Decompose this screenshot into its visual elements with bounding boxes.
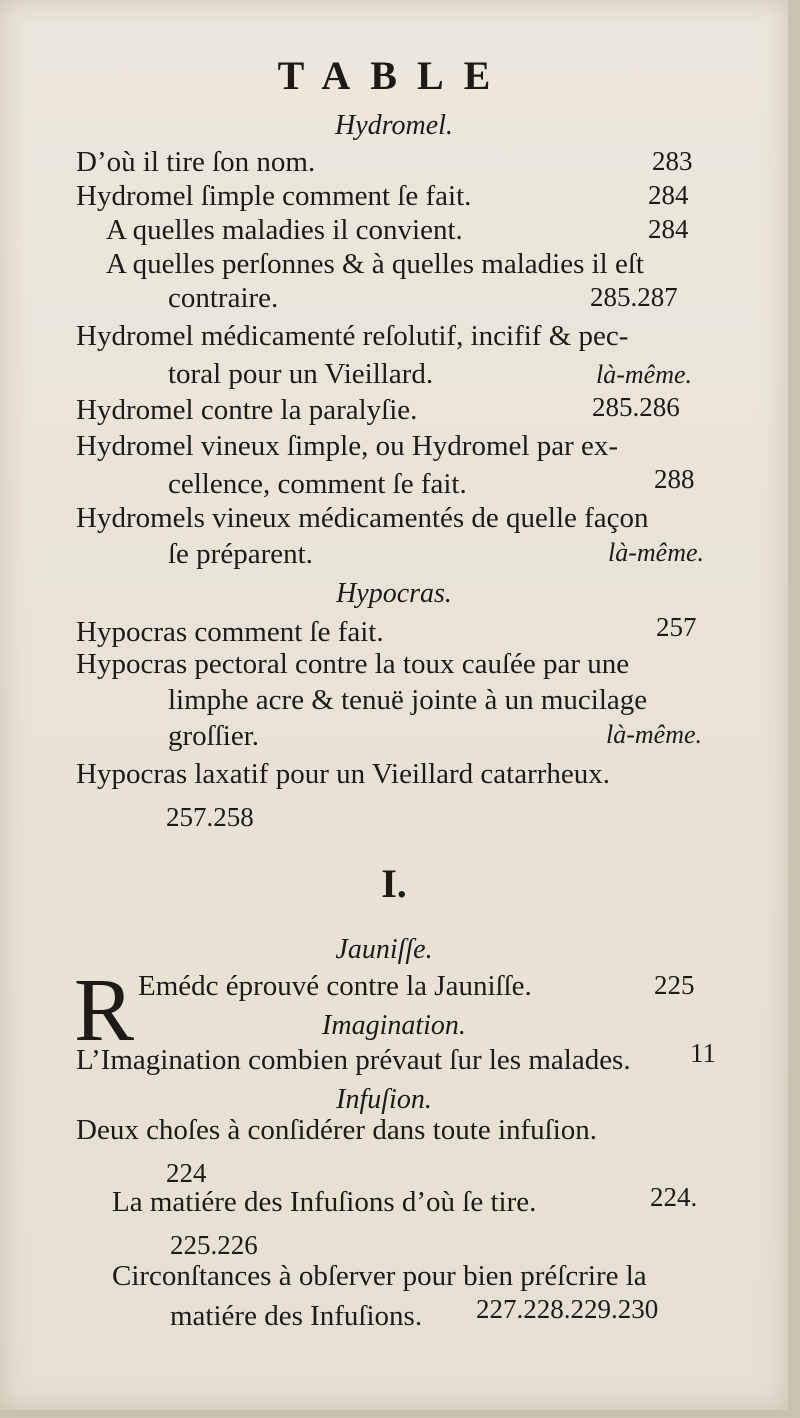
entry-text-continued: matiére des Infuſions. <box>170 1300 423 1332</box>
section-heading-hypocras: Hypocras. <box>336 578 452 609</box>
entry-ref: 257.258 <box>166 802 254 832</box>
entry-text: Emédc éprouvé contre la Jauniſſe. <box>138 970 532 1002</box>
entry-text: Hydromel contre la paralyſie. <box>76 394 418 426</box>
entry-ref: 225.226 <box>170 1230 258 1260</box>
drop-cap: R <box>74 961 135 1060</box>
section-heading-hydromel: Hydromel. <box>335 110 453 141</box>
entry-ref: 283 <box>652 146 693 176</box>
letter-heading: I. <box>381 861 407 906</box>
entry-text: Hydromels vineux médicamentés de quelle façon <box>76 502 649 534</box>
entry-text: A quelles perſonnes & à quelles maladies il eſt <box>106 248 644 280</box>
entry-text: D’où il tire ſon nom. <box>76 146 316 178</box>
entry-text-continued: ſe préparent. <box>168 538 313 570</box>
entry-ref: 224. <box>650 1182 698 1212</box>
section-heading-jaunisse: Jauniſſe. <box>335 934 433 965</box>
entry-text: Deux choſes à conſidérer dans toute infuſion. <box>76 1114 598 1146</box>
entry-text: Hydromel vineux ſimple, ou Hydromel par ex- <box>76 430 619 462</box>
page-title: TABLE <box>277 53 511 98</box>
entry-ref: là-même. <box>606 720 703 749</box>
entry-text: Hydromel médicamenté reſolutif, incifif & pec- <box>76 320 629 352</box>
entry-ref: 224 <box>166 1158 207 1188</box>
entry-ref: là-même. <box>608 538 705 567</box>
entry-text-continued: limphe acre & tenuë jointe à un mucilage <box>168 684 648 716</box>
entry-ref: là-même. <box>596 360 693 389</box>
entry-ref: 227.228.229.230 <box>476 1294 659 1324</box>
entry-text: Hypocras laxatif pour un Vieillard catarrheux. <box>76 758 611 790</box>
entry-text-continued: toral pour un Vieillard. <box>168 358 434 390</box>
entry-ref: 284 <box>648 180 689 210</box>
entry-ref: 288 <box>654 464 695 494</box>
entry-text: L’Imagination combien prévaut ſur les malades. <box>76 1044 631 1076</box>
entry-ref: 285.287 <box>590 282 678 312</box>
entry-ref: 11 <box>690 1038 716 1068</box>
entry-ref: 257 <box>656 612 697 642</box>
entry-text: Hypocras pectoral contre la toux cauſée par une <box>76 648 630 680</box>
entry-text: Hypocras comment ſe fait. <box>76 616 384 648</box>
entry-ref: 284 <box>648 214 689 244</box>
entry-ref: 225 <box>654 970 695 1000</box>
entry-text-continued: groſſier. <box>168 720 260 752</box>
entry-text-continued: contraire. <box>168 282 279 314</box>
section-heading-imagination: Imagination. <box>322 1010 466 1041</box>
entry-text: Hydromel ſimple comment ſe fait. <box>76 180 472 212</box>
entry-text: La matiére des Infuſions d’où ſe tire. <box>112 1186 537 1218</box>
section-heading-infusion: Infuſion. <box>336 1084 432 1115</box>
entry-text: A quelles maladies il convient. <box>106 214 463 246</box>
entry-text: Circonſtances à obſerver pour bien préſcrire la <box>112 1260 647 1292</box>
entry-text-continued: cellence, comment ſe fait. <box>168 468 467 500</box>
entry-ref: 285.286 <box>592 392 680 422</box>
